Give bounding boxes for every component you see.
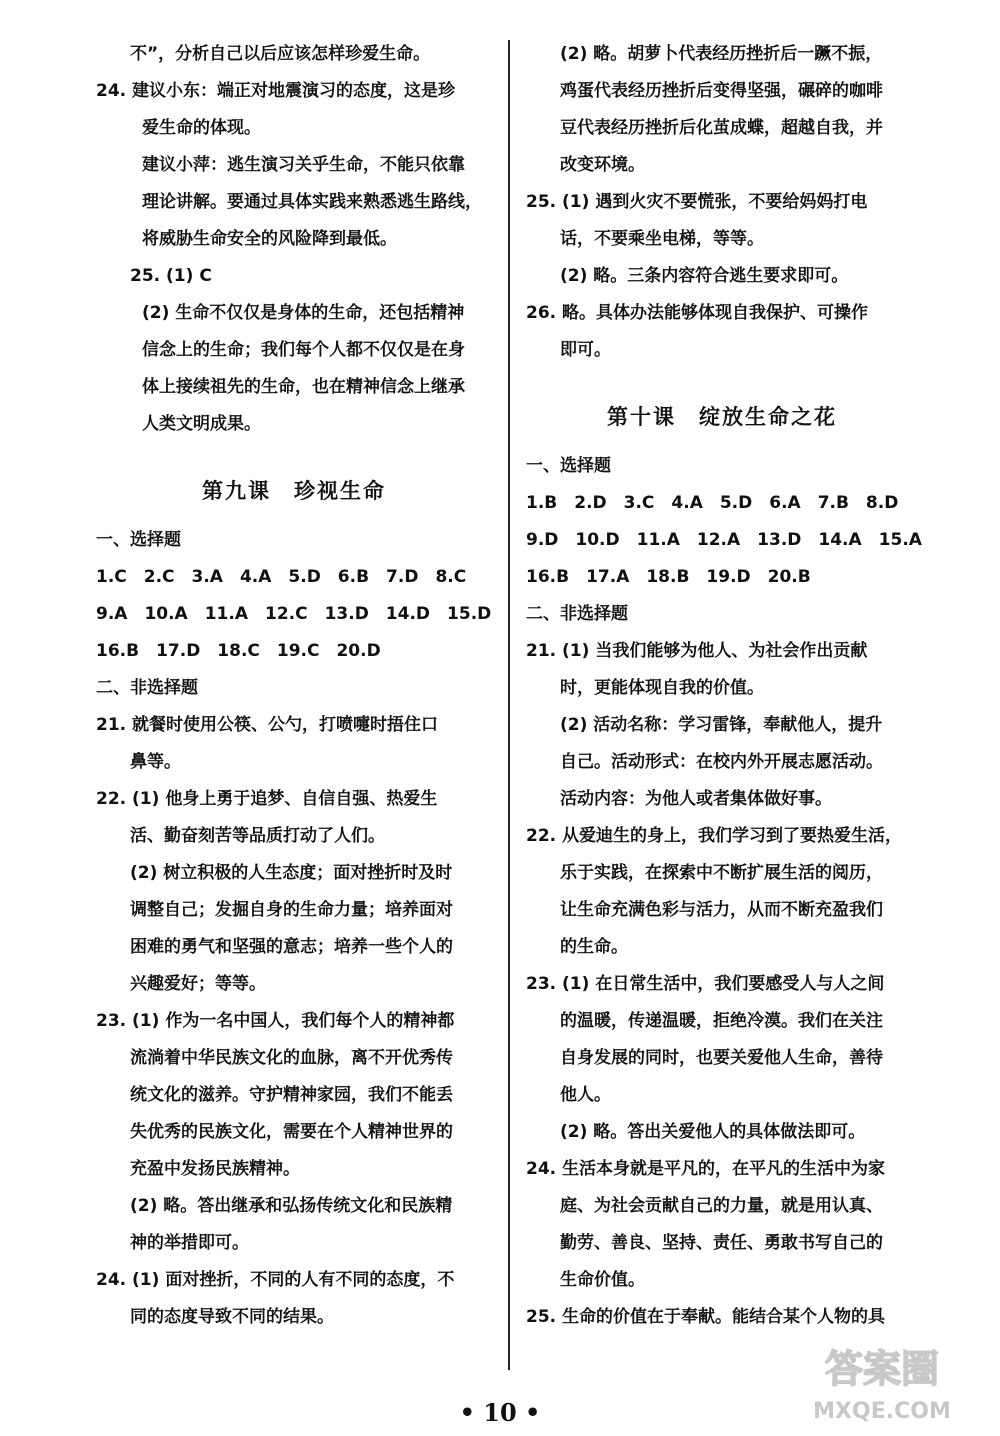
q23-head: 23. (1) 在日常生活中，我们要感受人与人之间: [526, 974, 885, 994]
text-line: 充盈中发扬民族精神。: [130, 1159, 300, 1179]
watermark-logo: [782, 1338, 982, 1428]
q22-head: 22. 从爱迪生的身上，我们学习到了要热爱生活，: [526, 826, 903, 846]
watermark-text: 答案圈: [824, 1347, 940, 1391]
q24-head: 24. 生活本身就是平凡的，在平凡的生活中为家: [526, 1159, 886, 1179]
text-line: 时，更能体现自我的价值。: [560, 678, 764, 698]
text-line: 即可。: [560, 340, 611, 360]
text-line: 流淌着中华民族文化的血脉，离不开优秀传: [130, 1048, 453, 1068]
right-column: [526, 36, 922, 1336]
page-number: • 10 •: [459, 1398, 541, 1427]
text-line: (2) 略。三条内容符合逃生要求即可。: [560, 266, 849, 286]
mc-answer-row: 9.D 10.D 11.A 12.A 13.D 14.A 15.A: [526, 530, 922, 550]
lesson10-title: 第十课 绽放生命之花: [607, 405, 837, 429]
text-line: 话，不要乘坐电梯，等等。: [560, 229, 764, 249]
mc-answer-row: 16.B 17.A 18.B 19.D 20.B: [526, 567, 811, 587]
mc-answer-row: 9.A 10.A 11.A 12.C 13.D 14.D 15.D: [96, 604, 492, 624]
text-line: 调整自己；发掘自身的生命力量；培养面对: [130, 900, 453, 920]
text-line: 勤劳、善良、坚持、责任、勇敢书写自己的: [560, 1233, 883, 1253]
text-line: (2) 略。答出关爱他人的具体做法即可。: [560, 1122, 866, 1142]
q26-head: 26. 略。具体办法能够体现自我保护、可操作: [526, 303, 869, 323]
text-line: 体上接续祖先的生命，也在精神信念上继承: [142, 377, 465, 397]
text-line: 生命价值。: [560, 1270, 645, 1290]
column-divider: [508, 40, 510, 1370]
text-line: 失优秀的民族文化，需要在个人精神世界的: [130, 1122, 453, 1142]
q25-head: 25. (1) C: [130, 266, 212, 286]
left-column: [96, 36, 492, 1336]
section-heading: 一、选择题: [96, 530, 181, 550]
mc-answer-row: 1.C 2.C 3.A 4.A 5.D 6.B 7.D 8.C: [96, 567, 467, 587]
text-line: 信念上的生命；我们每个人都不仅仅是在身: [142, 340, 465, 360]
lesson9-title: 第九课 珍视生命: [202, 479, 386, 503]
text-line: 建议小萍：逃生演习关乎生命，不能只依靠: [142, 155, 465, 175]
text-line: 的温暖，传递温暖，拒绝冷漠。我们在关注: [560, 1011, 883, 1031]
q25b-head: 25. 生命的价值在于奉献。能结合某个人物的具: [526, 1307, 886, 1327]
text-line: 自己。活动形式：在校内外开展志愿活动。: [560, 752, 883, 772]
watermark-url: MXQE.COM: [813, 1399, 951, 1424]
text-line: (2) 略。答出继承和弘扬传统文化和民族精: [130, 1196, 453, 1216]
text-line: 人类文明成果。: [142, 414, 261, 434]
text-line: 爱生命的体现。: [142, 118, 261, 138]
q21-head: 21. (1) 当我们能够为他人、为社会作出贡献: [526, 641, 868, 661]
text-line: (2) 活动名称：学习雷锋，奉献他人，提升: [560, 715, 883, 735]
text-line: (2) 树立积极的人生态度；面对挫折时及时: [130, 863, 453, 883]
text-line: 庭、为社会贡献自己的力量，就是用认真、: [560, 1196, 883, 1216]
mc-answer-row: 1.B 2.D 3.C 4.A 5.D 6.A 7.B 8.D: [526, 493, 899, 513]
section-heading: 一、选择题: [526, 456, 611, 476]
text-line: 困难的勇气和坚强的意志；培养一些个人的: [130, 937, 453, 957]
text-line: 兴趣爱好；等等。: [130, 974, 266, 994]
text-line: 自身发展的同时，也要关爱他人生命，善待: [560, 1048, 883, 1068]
q21-head: 21. 就餐时使用公筷、公勺，打喷嚏时捂住口: [96, 715, 439, 735]
text-line: 理论讲解。要通过具体实践来熟悉逃生路线，: [142, 192, 482, 212]
section-heading: 二、非选择题: [526, 604, 628, 624]
text-line: 同的态度导致不同的结果。: [130, 1307, 334, 1327]
text-line: 鸡蛋代表经历挫折后变得坚强，碾碎的咖啡: [560, 81, 883, 101]
text-line: 豆代表经历挫折后化茧成蝶，超越自我，并: [560, 118, 883, 138]
section-heading: 二、非选择题: [96, 678, 198, 698]
text-line: 乐于实践，在探索中不断扩展生活的阅历，: [560, 863, 883, 883]
text-line: 鼻等。: [130, 752, 181, 772]
q22-head: 22. (1) 他身上勇于追梦、自信自强、热爱生: [96, 789, 438, 809]
text-line: (2) 略。胡萝卜代表经历挫折后一蹶不振，: [560, 44, 883, 64]
text-line: 改变环境。: [560, 155, 645, 175]
text-line: 将威胁生命安全的风险降到最低。: [142, 229, 397, 249]
text-line: 活动内容：为他人或者集体做好事。: [560, 789, 832, 809]
text-line: 统文化的滋养。守护精神家园，我们不能丢: [130, 1085, 453, 1105]
text-line: 活、勤奋刻苦等品质打动了人们。: [130, 826, 385, 846]
q23-head: 23. (1) 作为一名中国人，我们每个人的精神都: [96, 1011, 455, 1031]
q25-head: 25. (1) 遇到火灾不要慌张，不要给妈妈打电: [526, 192, 868, 212]
text-line: 不”，分析自己以后应该怎样珍爱生命。: [130, 44, 431, 64]
text-line: 让生命充满色彩与活力，从而不断充盈我们: [560, 900, 883, 920]
text-line: 的生命。: [560, 937, 628, 957]
text-line: 他人。: [560, 1085, 611, 1105]
text-line: (2) 生命不仅仅是身体的生命，还包括精神: [142, 303, 465, 323]
q24-head: 24. 建议小东：端正对地震演习的态度，这是珍: [96, 81, 456, 101]
q24b-head: 24. (1) 面对挫折，不同的人有不同的态度，不: [96, 1270, 455, 1290]
text-line: 神的举措即可。: [130, 1233, 249, 1253]
mc-answer-row: 16.B 17.D 18.C 19.C 20.D: [96, 641, 381, 661]
